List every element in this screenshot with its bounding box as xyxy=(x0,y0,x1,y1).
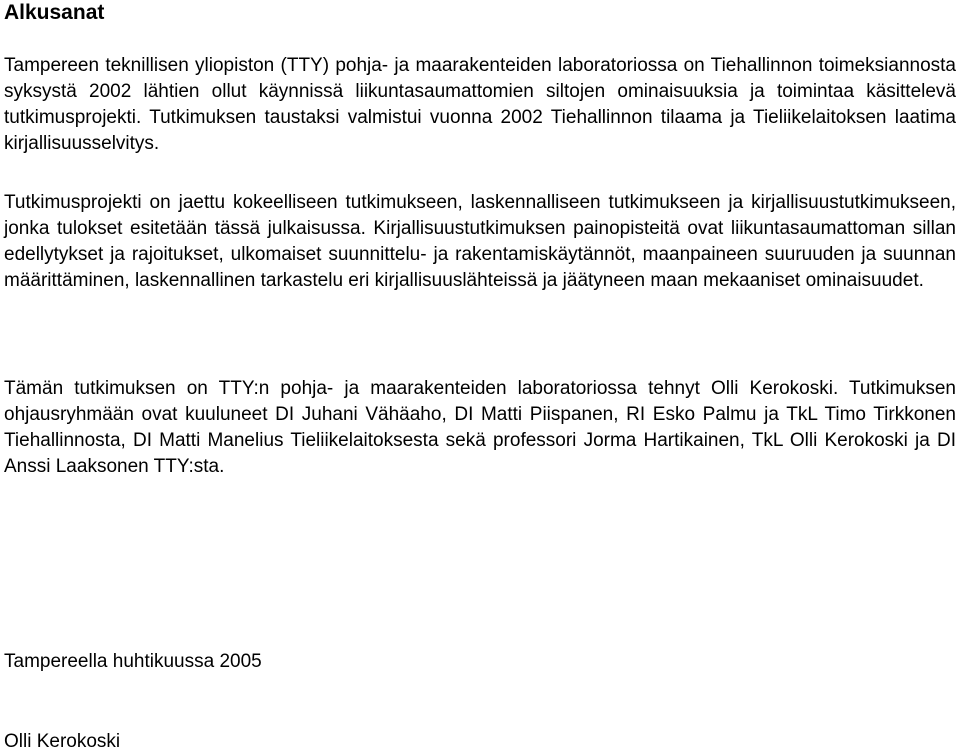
document-page xyxy=(4,0,956,752)
place-date: Tampereella huhtikuussa 2005 xyxy=(4,651,262,672)
paragraph-intro: Tampereen teknillisen yliopiston (TTY) pohja- ja maarakenteiden laboratoriossa on Tiehallinnon toimeksiannosta syksystä 2002 lähtien ollut käynnissä liikuntasaumattomien siltojen ominaisuuksia ja toimintaa käsittelevä tutkimusprojekti. Tutkimuksen taustaksi valmistui vuonna 2002 Tiehallinnon tilaama ja Tieliikelaitoksen laatima kirjallisuusselvitys. xyxy=(4,55,956,154)
paragraph-scope: Tutkimusprojekti on jaettu kokeelliseen tutkimukseen, laskennalliseen tutkimukseen ja kirjallisuustutkimukseen, jonka tulokset esitetään tässä julkaisussa. Kirjallisuustutkimuksen painopisteitä ovat liikuntasaumattoman sillan edellytykset ja rajoitukset, ulkomaiset suunnittelu- ja rakentamiskäytännöt, maanpaineen suuruuden ja suunnan määrittäminen, laskennallinen tarkastelu eri kirjallisuuslähteissä ja jäätyneen maan mekaaniset ominaisuudet. xyxy=(4,192,956,291)
paragraph-acknowledgements: Tämän tutkimuksen on TTY:n pohja- ja maarakenteiden laboratoriossa tehnyt Olli Kerokoski. Tutkimuksen ohjausryhmään ovat kuuluneet DI Juhani Vähäaho, DI Matti Piispanen, RI Esko Palmu ja TkL Timo Tirkkonen Tiehallinnosta, DI Matti Manelius Tieliikelaitoksesta sekä professori Jorma Hartikainen, TkL Olli Kerokoski ja DI Anssi Laaksonen TTY:sta. xyxy=(4,378,956,477)
author-signature: Olli Kerokoski xyxy=(4,731,121,752)
page-title: Alkusanat xyxy=(4,1,105,24)
